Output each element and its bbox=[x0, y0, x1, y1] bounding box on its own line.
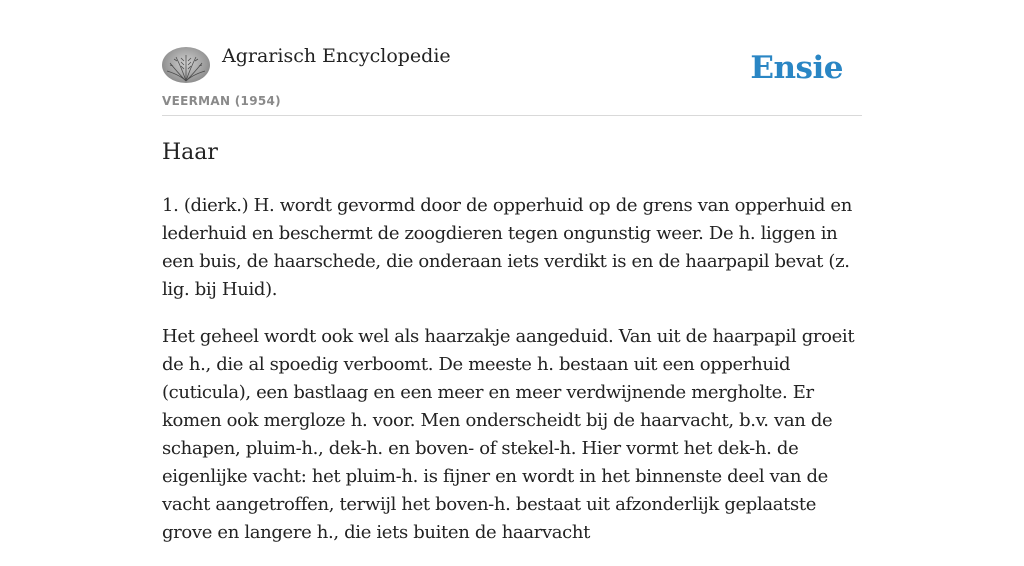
entry-body bbox=[162, 192, 862, 566]
book-subtitle: VEERMAN (1954) bbox=[162, 94, 281, 108]
book-title[interactable]: Agrarisch Encyclopedie bbox=[222, 45, 451, 67]
brand-logo-link[interactable]: Ensie bbox=[750, 50, 843, 86]
wheat-illustration-icon[interactable] bbox=[162, 47, 210, 83]
entry-paragraph: 1. (dierk.) H. wordt gevormd door de opperhuid op de grens van opperhuid en lederhuid en beschermt de zoogdieren tegen ongunstig weer. De h. liggen in een buis, de haarschede, die onderaan iets verdikt is en de haarpapil bevat (z. lig. bij Huid). bbox=[162, 195, 852, 300]
header bbox=[162, 0, 862, 116]
entry-paragraph: Het geheel wordt ook wel als haarzakje aangeduid. Van uit de haarpapil groeit de h., die al spoedig verboomt. De meeste h. bestaan uit een opperhuid (cuticula), een bastlaag en een meer en meer verdwijnende mergholte. Er komen ook mergloze h. voor. Men onderscheidt bij de haarvacht, b.v. van de schapen, pluim-h., dek-h. en boven- of stekel-h. Hier vormt het dek-h. de eigenlijke vacht: het pluim-h. is fijner en wordt in het binnenste deel van de vacht aangetroffen, terwijl het boven-h. bestaat uit afzonderlijk geplaatste grove en langere h., die iets buiten de haarvacht bbox=[162, 326, 855, 543]
content-container bbox=[162, 0, 862, 543]
entry-title: Haar bbox=[162, 140, 218, 165]
